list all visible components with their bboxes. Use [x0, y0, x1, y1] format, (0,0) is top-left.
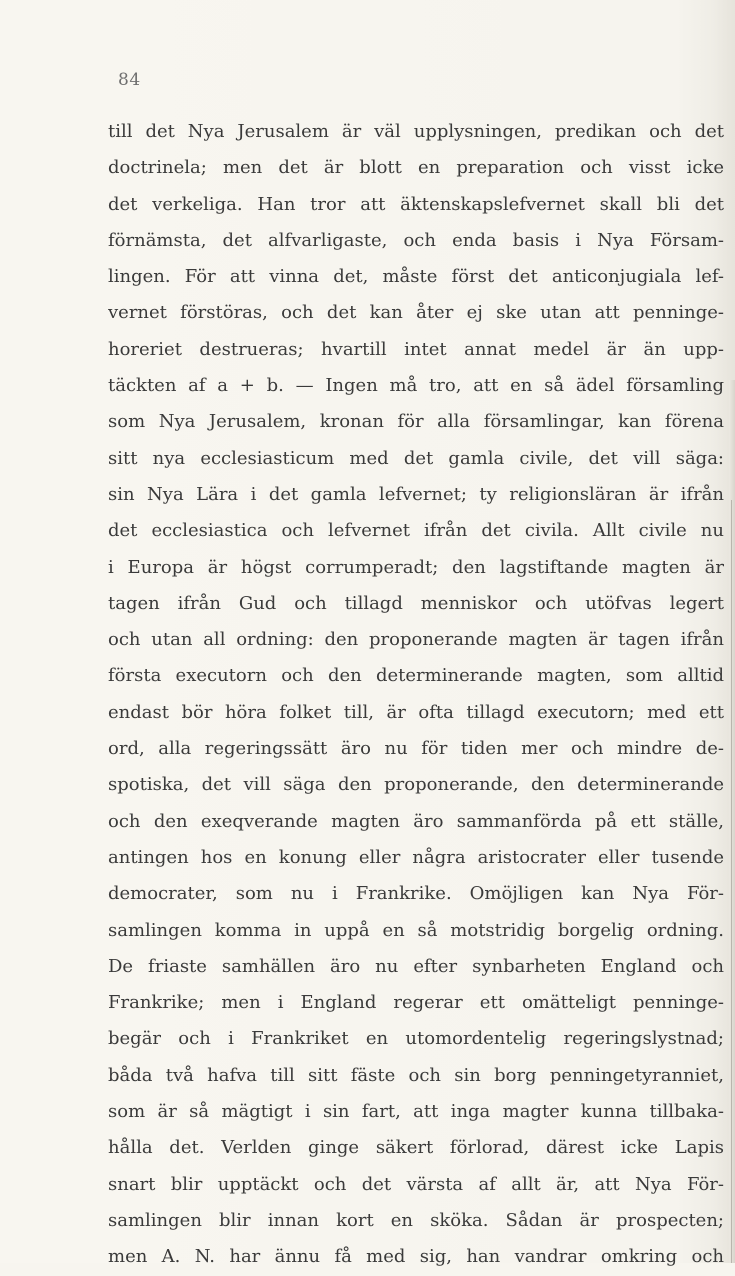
page-binding-line [731, 500, 732, 1263]
text-line: De friaste samhällen äro nu efter synbarheten England och [108, 955, 724, 977]
text-line: begär och i Frankriket en utomordentelig regeringslystnad; [108, 1028, 724, 1050]
text-line: samlingen blir innan kort en sköka. Sådan är prospecten; [108, 1209, 724, 1231]
text-line: som Nya Jerusalem, kronan för alla församlingar, kan förena [108, 411, 724, 433]
text-line: vernet förstöras, och det kan åter ej ske utan att penninge- [108, 302, 724, 324]
text-line: täckten af a + b. — Ingen må tro, att en så ädel församling [108, 375, 724, 397]
text-line: doctrinela; men det är blott en preparation och visst icke [108, 157, 724, 179]
text-line: horeriet destrueras; hvartill intet annat medel är än upp- [108, 338, 724, 360]
text-line: sin Nya Lära i det gamla lefvernet; ty religionsläran är ifrån [108, 483, 724, 505]
page-number: 84 [118, 70, 141, 90]
text-line: endast bör höra folket till, är ofta tillagd executorn; med ett [108, 701, 724, 723]
text-line: sitt nya ecclesiasticum med det gamla civile, det vill säga: [108, 447, 724, 469]
text-line: och den exeqverande magten äro sammanförda på ett ställe, [108, 810, 724, 832]
text-line: till det Nya Jerusalem är väl upplysningen, predikan och det [108, 121, 724, 142]
body-text [108, 114, 724, 1276]
text-line: samlingen komma in uppå en så motstridig borgelig ordning. [108, 919, 724, 941]
text-line: förnämsta, det alfvarligaste, och enda basis i Nya Försam- [108, 229, 724, 251]
text-line: det verkeliga. Han tror att äktenskapslefvernet skall bli det [108, 193, 724, 215]
text-line: och utan all ordning: den proponerande magten är tagen ifrån [108, 629, 724, 651]
text-line: Frankrike; men i England regerar ett omätteligt penninge- [108, 992, 724, 1014]
text-line: spotiska, det vill säga den proponerande, den determinerande [108, 774, 724, 796]
text-line: men A. N. har ännu få med sig, han vandrar omkring och [108, 1246, 724, 1268]
text-line: antingen hos en konung eller några aristocrater eller tusende [108, 846, 724, 868]
text-line: första executorn och den determinerande magten, som alltid [108, 665, 724, 687]
text-line: ord, alla regeringssätt äro nu för tiden mer och mindre de- [108, 738, 724, 760]
text-line: som är så mägtigt i sin fart, att inga magter kunna tillbaka- [108, 1101, 724, 1123]
text-line: democrater, som nu i Frankrike. Omöjligen kan Nya För- [108, 883, 724, 905]
text-line: lingen. För att vinna det, måste först det anticonjugiala lef- [108, 266, 724, 288]
text-line: i Europa är högst corrumperadt; den lagstiftande magten är [108, 556, 724, 578]
page-binding-edge [729, 380, 735, 1263]
text-line: det ecclesiastica och lefvernet ifrån det civila. Allt civile nu [108, 520, 724, 542]
text-line: snart blir upptäckt och det värsta af allt är, att Nya För- [108, 1173, 724, 1195]
text-line: båda två hafva till sitt fäste och sin borg penningetyranniet, [108, 1064, 724, 1086]
text-line: hålla det. Verlden ginge säkert förlorad, därest icke Lapis [108, 1137, 724, 1159]
text-line: tagen ifrån Gud och tillagd menniskor och utöfvas legert [108, 592, 724, 614]
